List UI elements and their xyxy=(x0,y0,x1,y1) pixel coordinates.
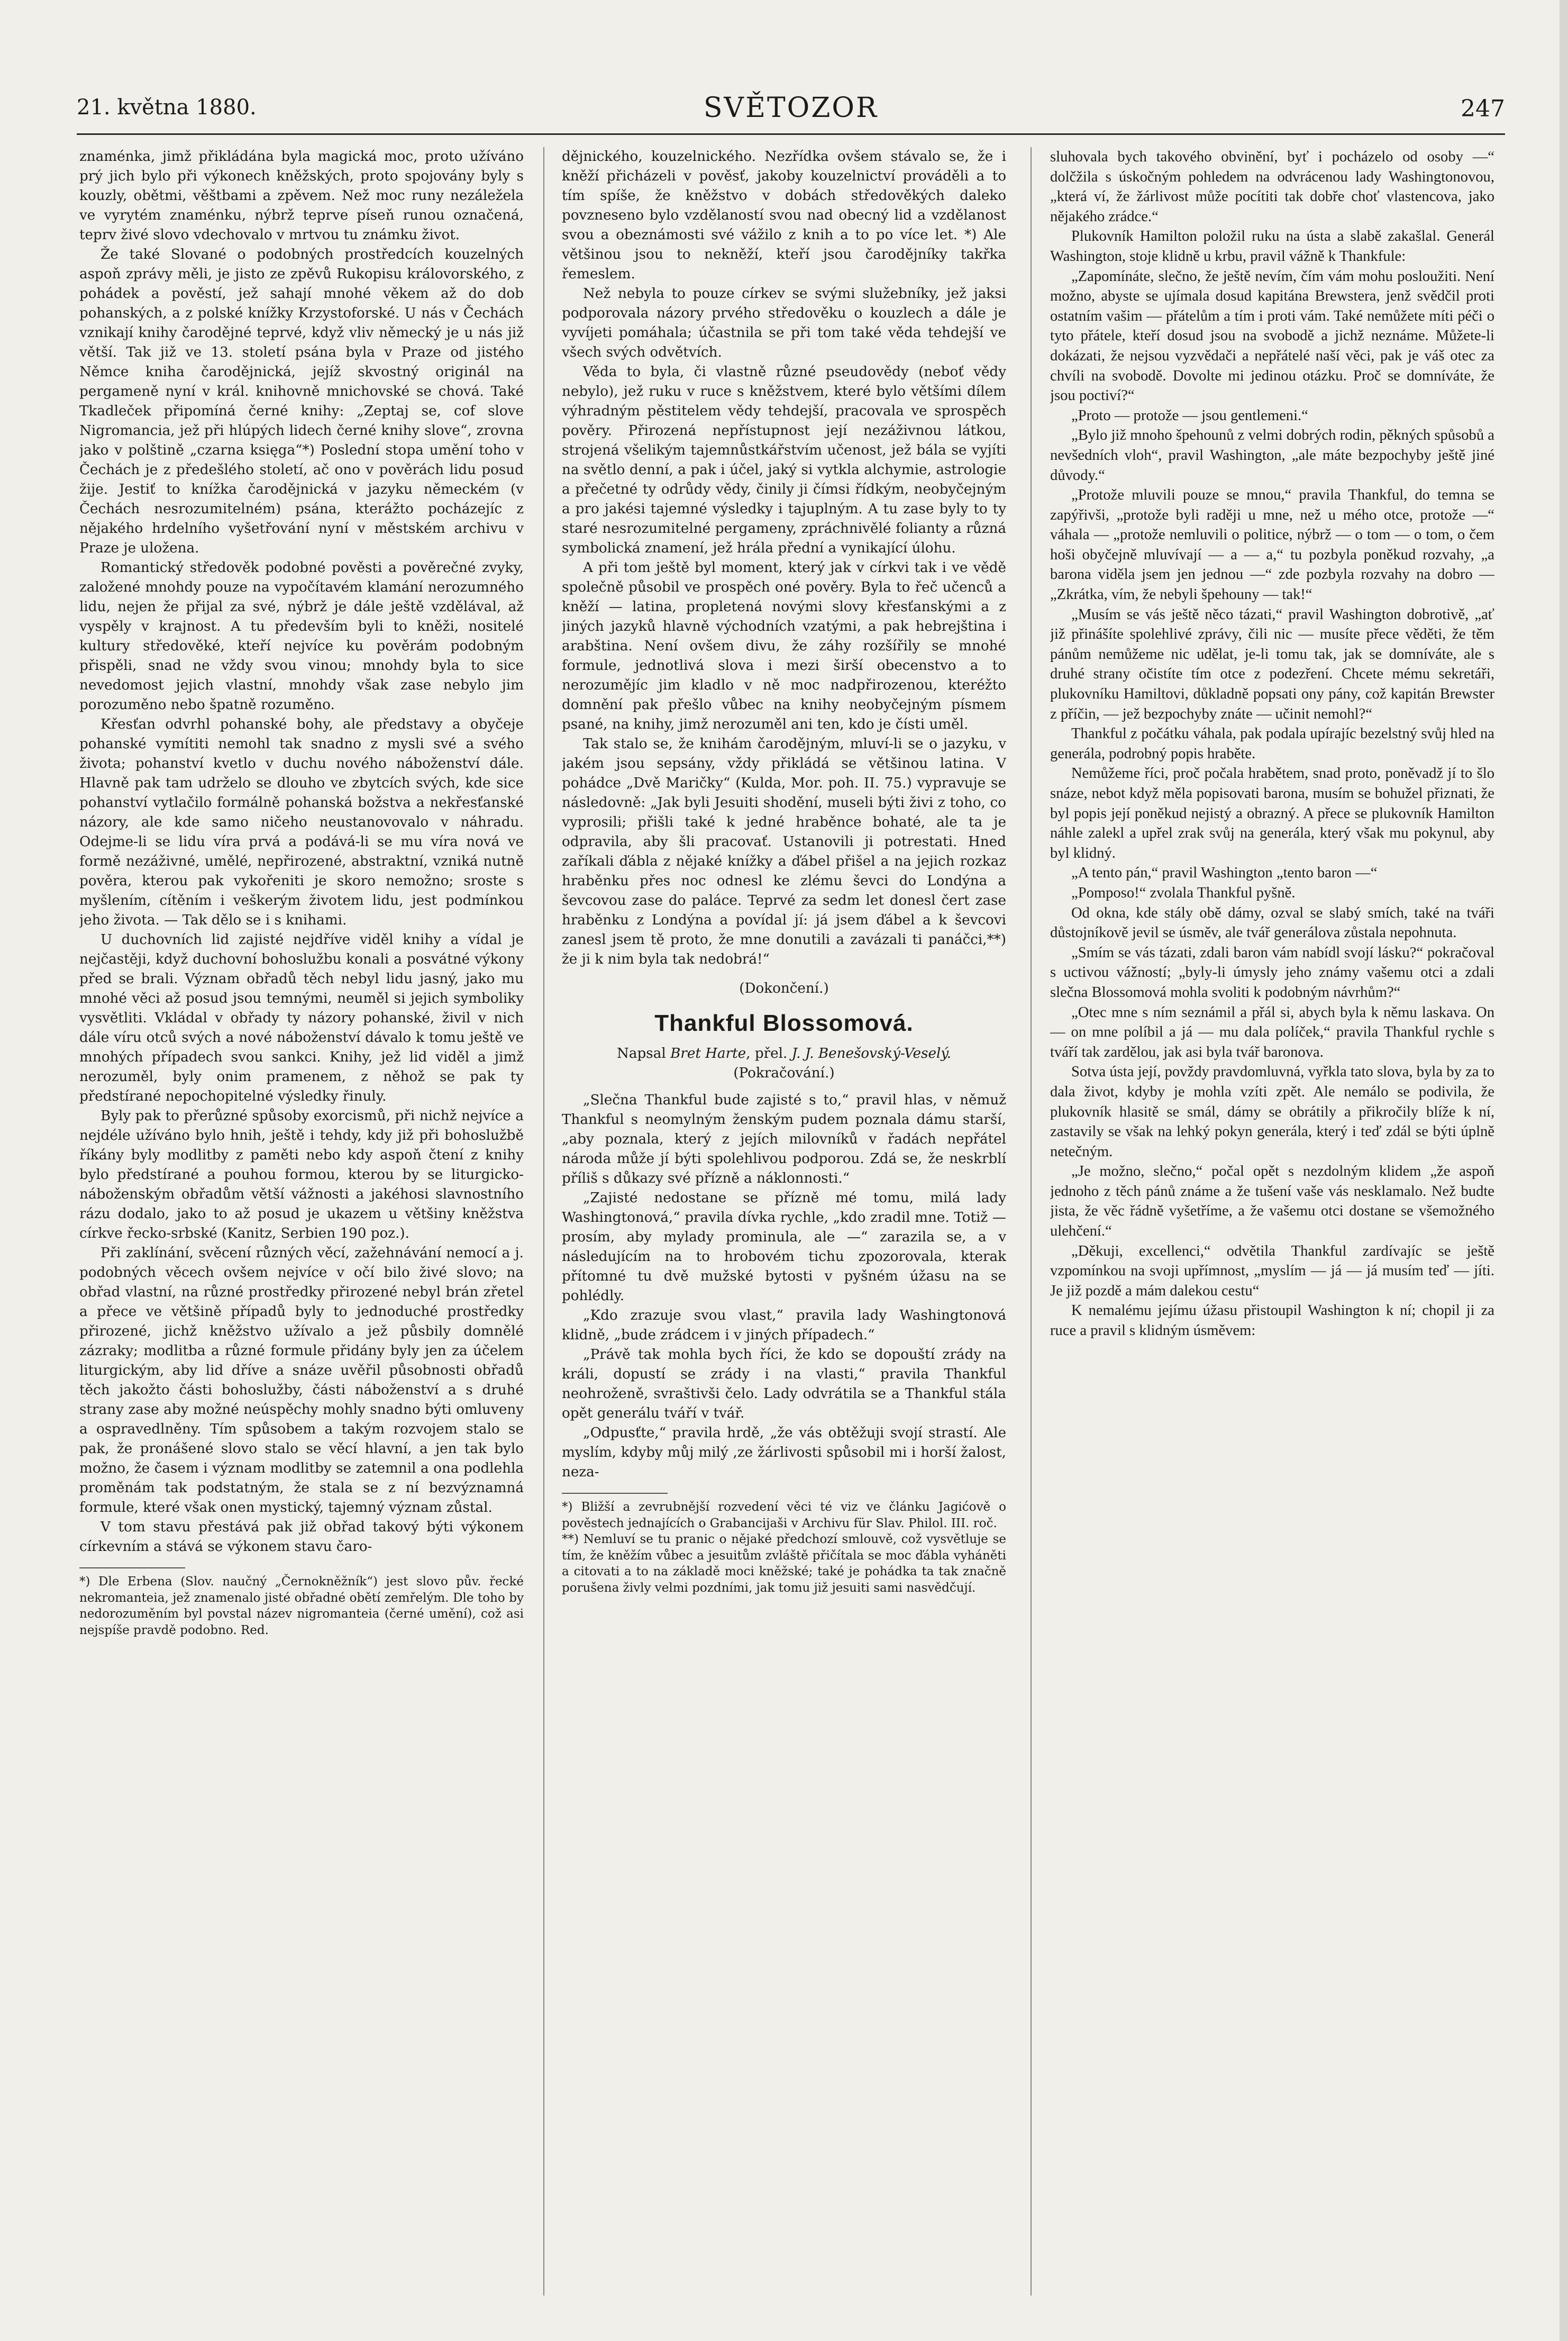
paragraph: „Bylo již mnoho špehounů z velmi dobrých rodin, pěkných spůsobů a nevšedních vloh“, pravil Washington, „ale máte bezpochyby ještě jiné důvody.“ xyxy=(1050,427,1494,484)
column-divider xyxy=(1031,147,1032,2295)
footnote-rule xyxy=(562,1493,668,1494)
paragraph: „Smím se vás tázati, zdali baron vám nabídl svojí lásku?“ pokračoval s uctivou vážností; „byly-li úmysly jeho známy vašemu otci a zdali slečna Blossomová mohla svoliti k podobným návrhům?“ xyxy=(1050,944,1494,1001)
column-2 xyxy=(562,147,1006,2306)
footnote: **) Nemluví se tu pranic o nějaké předchozí smlouvě, což vysvětluje se tím, že kněžím vůbec a jesuitům zvláště přičítala se moc ďábla vyháněti a citovati a to na základě moci kněžské; také je pohádka ta tak značně porušena živly velmi pozdními, jak tomu již jesuiti sami nasvědčují. xyxy=(562,1532,1006,1595)
paragraph: „Proto — protože — jsou gentlemeni.“ xyxy=(1071,407,1308,424)
paragraph: dějnického, kouzelnického. Nezřídka ovšem stávalo se, že i kněží přicházeli v pověsť, jakoby kouzelnictví prováděli a to tím spíše, že kněžstvo v dobách středověkých daleko povzneseno bylo vzdělaností svou nad obecný lid a vzdělanost svou a obeznámosti své vážilo z knih a to po více let. *) Ale většinou jsou to nekněží, kteří jsou čarodějníky takřka řemeslem. xyxy=(562,149,1006,282)
paragraph: Nemůžeme říci, proč počala hrabětem, snad proto, poněvadž jí to šlo snáze, nebot když měla popisovati barona, musím se bohužel přiznati, že byl popis její poněkud nejistý a obrazný. A přece se plukovník Hamilton náhle zalekl a upřel zrak svůj na generála, který však mu pokynul, aby byl klidný. xyxy=(1050,765,1494,861)
paragraph: „Je možno, slečno,“ počal opět s nezdolným klidem „že aspoň jednoho z těch pánů známe a že tušení vaše vás nesklamalo. Než budte jista, že věc řádně vyšetříme, a že vašemu otci dostane se všemožného ulehčení.“ xyxy=(1050,1163,1494,1240)
paragraph: „Zajisté nedostane se přízně mé tomu, milá lady Washingtonová,“ pravila dívka rychle, „kdo zradil mne. Totiž — prosím, aby mylady prominula, ale —“ zarazila se, a v následujícím na to hrobovém tichu zpozorovala, kterak přítomné tu dvě mužské bytosti v pyšném úžasu na se pohlédly. xyxy=(562,1190,1006,1304)
paragraph: Thankful z počátku váhala, pak podala upírajíc bezelstný svůj hled na generála, podrobný popis hraběte. xyxy=(1050,725,1494,762)
paragraph: Od okna, kde stály obě dámy, ozval se slabý smích, také na tváři důstojníkově jevil se úsměv, ale tvář generálova zůstala nepohnuta. xyxy=(1050,904,1494,941)
paragraph: K nemalému jejímu úžasu přistoupil Washington k ní; chopil ji za ruce a pravil s klidným úsměvem: xyxy=(1050,1302,1494,1339)
paragraph: Věda to byla, či vlastně různé pseudovědy (neboť vědy nebylo), jež ruku v ruce s kněžstvem, které bylo většími dílem výhradným pěstitelem vědy tehdejší, pracovala ve sprospěch pověry. Přirozená nepřístupnost její nezáživnou látkou, strojená všelikým tajemnůstkářstvím učenost, jež bála se vyjíti na světlo denní, a pak i účel, jaký si vytkla alchymie, astrologie a přečetné ty odrůdy vědy, činily ji čímsi řídkým, neobyčejným a pro jakési tajemné výsledky i tajuplným. A tu zase byly to ty staré nesrozumitelné pergameny, zpráchnivělé folianty a různá symbolická znamení, jež hrála přední a vynikající úlohu. xyxy=(562,364,1006,556)
paragraph: „Kdo zrazuje svou vlast,“ pravila lady Washingtonová klidně, „bude zrádcem i v jiných případech.“ xyxy=(562,1308,1006,1343)
paragraph: sluhovala bych takového obvinění, byť i pocházelo od osoby —“ dolčžila s úskočným pohledem na odvrácenou lady Washingtonovou, „která ví, že žárlivost může pocítiti tak dobře choť vlastencova, jako nějakého zrádce.“ xyxy=(1050,149,1494,225)
page-binding-edge xyxy=(1560,0,1568,2341)
story-title: Thankful Blossomová. xyxy=(654,1010,914,1036)
footnote: *) Dle Erbena (Slov. naučný „Černokněžník“) jest slovo pův. řecké nekromanteia, jež znamenalo jisté obřadné obětí zemřelým. Dle toho by nedorozuměním byl povstal název nigromanteia (černé umění), což asi nejspíše pravdě podobno. Red. xyxy=(79,1575,524,1637)
paragraph: „Otec mne s ním seznámil a přál si, abych byla k němu laskava. On — on mne políbil a já — mu dala políček,“ pravila Thankful rychle s tváří tak zardělou, jak asi byla tvář baronova. xyxy=(1050,1004,1494,1060)
paragraph: Tak stalo se, že knihám čarodějným, mluví-li se o jazyku, v jakém jsou sepsány, vždy přikládá se většinou latina. V pohádce „Dvě Maričky“ (Kulda, Mor. poh. II. 75.) vypravuje se následovně: „Jak byli Jesuiti shodění, museli býti živi z toho, co vyprosili; přišli také k jedné hraběnce bohaté, ale ta je odpravila, aby šli pracovať. Ustanovili ji potrestati. Hned zaříkali ďábla z nějaké knížky a ďábel přišel a na jejich rozkaz hraběnku přes noc odnesl ke zlému ševci do Londýna a ševcovou zase do paláce. Teprvé za sedm let donesl čert zase hraběnku z Londýna a povídal jí: já jsem ďábel a k ševcovi zanesl jsem tě proto, že mne donutili a zavázali ti panáčci,**) že ji k nim byla tak nedobrá!“ xyxy=(562,736,1006,967)
paragraph: Plukovník Hamilton položil ruku na ústa a slabě zakašlal. Generál Washington, stoje klidně u krbu, pravil vážně k Thankfule: xyxy=(1050,228,1494,265)
paragraph: „Právě tak mohla bych říci, že kdo se dopouští zrády na králi, dopustí se zrády i na vlasti,“ pravila Thankful neohroženě, svraštivši čelo. Lady odvrátila se a Thankful stála opět generálu tváří v tvář. xyxy=(562,1347,1006,1421)
paragraph: Sotva ústa její, povždy pravdomluvná, vyřkla tato slova, byla by za to dala život, kdyby je mohla vzíti zpět. Ale nemálo se podivila, že plukovník hlasitě se smál, dámy se obrátily a přikročily blíže k ní, zastavily se však na lehký pokyn generála, který i teď zdál se býti úplně netečným. xyxy=(1050,1064,1494,1160)
paragraph: Romantický středověk podobné pověsti a pověrečné zvyky, založené mnohdy pouze na vypočítavém klamání nerozumného lidu, nejen že přijal za své, nýbrž je dále ještě vzdělával, až vyspěly v krajnost. A tu především byli to kněži, nositelé kultury středověké, kteří nejvíce ku pověrám podobným přispěli, snad ne vždy svou vinou; mnohdy byla to sice nevedomost jejich vlastní, mnohdy však zase nebylo jim porozuměno nebo špatně rozuměno. xyxy=(79,560,524,713)
paragraph: znaménka, jimž přikládána byla magická moc, proto užíváno prý jich bylo při výkonech kněžských, proto spojovány byly s kouzly, obětmi, věštbami a zpěvem. Než moc runy nezáležela ve vyrytém znaménku, nýbrž teprve píseň runou označená, teprv živé slovo vdechovalo v mrtvou tu známku život. xyxy=(79,149,524,243)
paragraph: Že také Slované o podobných prostředcích kouzelných aspoň zprávy měli, je jisto ze zpěvů Rukopisu královorského, z pohádek a pověstí, jež sahají mnohé věkem až do dob pohanských, a z polské knížky Krzystoforské. U nás v Čechách vznikají knihy čarodějné teprvé, když vliv německý je u nás již větší. Tak již ve 13. století psána byla v Praze od jistého Němce kniha čarodějnická, jejíž skvostný originál na pergameně nyní v král. knihovně mnichovské se chová. Také Tkadleček připomíná černé knihy: „Zeptaj se, cof slove Nigromancia, jež při hlúpých lidech černé knihy slove“, zrovna jako v polštině „czarna księga“*) Poslední stopa umění toho v Čechách je z předešlého století, ač ono v pověrách lidu posud žije. Jestiť to knížka čarodějnická v jazyku německém (v Čechách nesrozumitelném) psána, kterážto pocházejíc z nějakého hrdelního vyšetřování nyní v městském archivu v Praze je uložena. xyxy=(79,247,524,556)
paragraph: Než nebyla to pouze církev se svými služebníky, jež jaksi podporovala názory prvého středověku o kouzlech a dále je vyvíjeti pomáhala; účastnila se při tom také věda tehdejší ve všech svých odvětvích. xyxy=(562,286,1006,360)
byline-mid: , přel. xyxy=(746,1046,792,1061)
paragraph: Při zaklínání, svěcení různých věcí, zažehnávání nemocí a j. podobných věcech ovšem nejvíce v očí bilo živé slovo; na obřad vlastní, na různé prostředky přirozené nebyl brán zřetel a přece ve většině případů byly to jednoduché prostředky přirozené, jichž kněžstvo užívalo a jež půsbily domnělé zázraky; modlitba a různé formule přidány byly jen za účelem liturgickým, aby lid dříve a snáze uvěřil působnosti obřadů těch jakožto části bohoslužby, části náboženství a s druhé strany zase aby možné neúspěchy mohly snadno býti omluveny a ospravedlněny. Tím spůsobem a takým rozvojem stalo se pak, že pronášené slovo stalo se věcí hlavní, a jen tak bylo možno, že časem i význam modlitby se zatemnil a ona podlehla proměnám tak podstatným, že stala se z ní bezvýznamná formule, které však onen mystický, tajemný význam zůstal. xyxy=(79,1245,524,1516)
column-3 xyxy=(1050,147,1494,2306)
paragraph: Křesťan odvrhl pohanské bohy, ale představy a obyčeje pohanské vymítiti nemohl tak snadno z mysli své a svého života; pohanství kvetlo v duchu nového náboženství dále. Hlavně pak tam udrželo se dlouho ve zbytcích svých, kde sice pohanství vytlačilo formálně pohanská božstva a nekřesťanské názory, ale kde samo ničeho neustanovovalo v náhradu. Odejme-li se lidu víra prvá a podává-li se mu víra nová ve formě nezáživné, umělé, nepřirozené, abstraktní, vzniká nutně pověra, kterou pak vykořeniti je skoro nemožno; sroste s myšlením, cítěním i veškerým životem lidu, jest podmínkou jeho života. — Tak dělo se i s knihami. xyxy=(79,716,524,928)
paragraph: „Zapomínáte, slečno, že ještě nevím, čím vám mohu posloužiti. Není možno, abyste se ujímala dosud kapitána Brewstera, jenž svědčil proti ostatním vašim — přátelům a tím i proti vám. Také nemůžete míti péči o tyto přátele, kteří dosud jsou na svobodě a jichž neznáme. Můžete-li dokázati, že nejsou vyzvědači a nepřátelé naší věci, pak je váš otec za chvíli na svobodě. Dovolte mi jedinou otázku. Proč se domníváte, že jsou poctiví?“ xyxy=(1050,268,1494,404)
paragraph: Byly pak to přerůzné spůsoby exorcismů, při nichž nejvíce a nejdéle užíváno bylo hnih, ještě i tehdy, kdy již při bohoslužbě říkány byly modlitby z paměti nebo kdy aspoň čtení z knihy bylo předstírané a pouhou formou, kterou by se liturgicko-náboženským obřadům větší vážnosti a jakéhosi slavnostního rázu dodalo, jako to až posud je ukazem u většiny kněžstva církve řecko-srbské (Kanitz, Serbien 190 poz.). xyxy=(79,1108,524,1241)
paragraph: A při tom ještě byl moment, který jak v církvi tak i ve vědě společně působil ve prospěch oné pověry. Byla to řeč učenců a kněží — latina, propletená novými slovy křesťanskými a z jiných jazyků hlavně východních vzatými, a pak hebrejština i arabština. Není ovšem divu, že záhy rozšířily se mnohé formule, jednotlivá slova i mezi širší obecenstvo a to nerozumějíc jim kladlo v ně moc nadpřirozenou, kteréžto domnění pak přešlo vůbec na knihy neobyčejným písmem psané, na knihy, jimž nerozuměl ani ten, kdo je čísti uměl. xyxy=(562,560,1006,732)
byline-prefix: Napsal xyxy=(617,1046,671,1061)
story-byline xyxy=(562,1044,1006,1064)
footnote: *) Bližší a zevrubnější rozvedení věci té viz ve článku Jagićově o pověstech jednajících o Grabancijaši v Archivu für Slav. Philol. III. roč. xyxy=(562,1500,1006,1530)
column-1 xyxy=(79,147,524,2306)
story-author: Bret Harte xyxy=(670,1046,746,1061)
paragraph: „Pomposo!“ zvolala Thankful pyšně. xyxy=(1071,884,1296,901)
header-rule xyxy=(77,133,1505,135)
page-number: 247 xyxy=(1461,95,1505,122)
footnote-rule xyxy=(79,1567,185,1568)
story-translator: J. J. Benešovský-Veselý. xyxy=(791,1046,951,1061)
paragraph: „Děkuji, excellenci,“ odvětila Thankful zardívajíc se ještě vzpomínkou na svoji upřímnost, „myslím — já — já musím teď — jíti. Je již pozdě a mám dalekou cestu“ xyxy=(1050,1242,1494,1299)
continued-note: (Pokračování.) xyxy=(733,1065,835,1081)
paragraph: V tom stavu přestává pak již obřad takový býti výkonem církevním a stává se výkonem stavu čaro- xyxy=(79,1519,524,1555)
paragraph: „Protože mluvili pouze se mnou,“ pravila Thankful, do temna se zapýřivši, „protože byli raději u mne, než u mého otce, protože —“ váhala — „protože nemluvili o politice, nýbrž — o tom — o tom, o čem hoši obyčejně mluvívají — a — a,“ tu pozbyla poněkud rozvahy, „a barona viděla jsem jen jednou —“ zde pozbyla rozvahy na dobro — „Zkrátka, vím, že nebyli špehouny — tak!“ xyxy=(1050,487,1494,603)
paragraph: „Slečna Thankful bude zajisté s to,“ pravil hlas, v němuž Thankful s neomylným ženským pudem poznala dámu starší, „aby poznala, který z jejích milovníků v řadách nepřátel národa může jí býti spolehlivou podporou. Zdá se, že neskrblí příliš s důkazy své přízně a náklonnosti.“ xyxy=(562,1092,1006,1186)
paragraph: „Odpusťte,“ pravila hrdě, „že vás obtěžuji svojí strastí. Ale myslím, kdyby můj milý ,ze žárlivosti spůsobil mi i horší žalost, neza- xyxy=(562,1425,1006,1480)
to-be-concluded: (Dokončení.) xyxy=(739,981,829,996)
issue-date: 21. května 1880. xyxy=(77,95,257,120)
column-divider xyxy=(543,147,544,2295)
page-header xyxy=(77,85,1505,132)
paragraph: U duchovních lid zajisté nejdříve viděl knihy a vídal je nejčastěji, když duchovní bohoslužbu konali a posvátné výkony před se brali. Význam obřadů těch nebyl lidu jasný, jako mu mnohé věci až posud jsou temnými, neuměl si jejich symboliky vysvětliti. Vkládal v obřady ty názory pohanské, živil v nich dále víru otců svých a nové náboženství dávalo k tomu ještě ve mnohých případech svou sankci. Knihy, jež lid viděl a jimž nerozuměl, byly onim pramenem, z něhož se pak ty předstírané nepochopitelné výsledky řinuly. xyxy=(79,932,524,1104)
journal-title: SVĚTOZOR xyxy=(703,92,879,124)
paragraph: „A tento pán,“ pravil Washington „tento baron —“ xyxy=(1071,865,1378,882)
paragraph: „Musím se vás ještě něco tázati,“ pravil Washington dobrotivě, „ať již přinášíte spolehlivé zprávy, čili nic — musíte přece věděti, že těm pánům nemůžeme nic udělat, je-li tomu tak, jak se domníváte, ale s druhé strany očistíte tím otce z podezření. Chcete mému sekretáři, plukovníku Hamiltovi, důkladně popsati ony pány, což kapitán Brewster z příčin, — jež bezpochyby znáte — učinit nemohl?“ xyxy=(1050,606,1494,722)
